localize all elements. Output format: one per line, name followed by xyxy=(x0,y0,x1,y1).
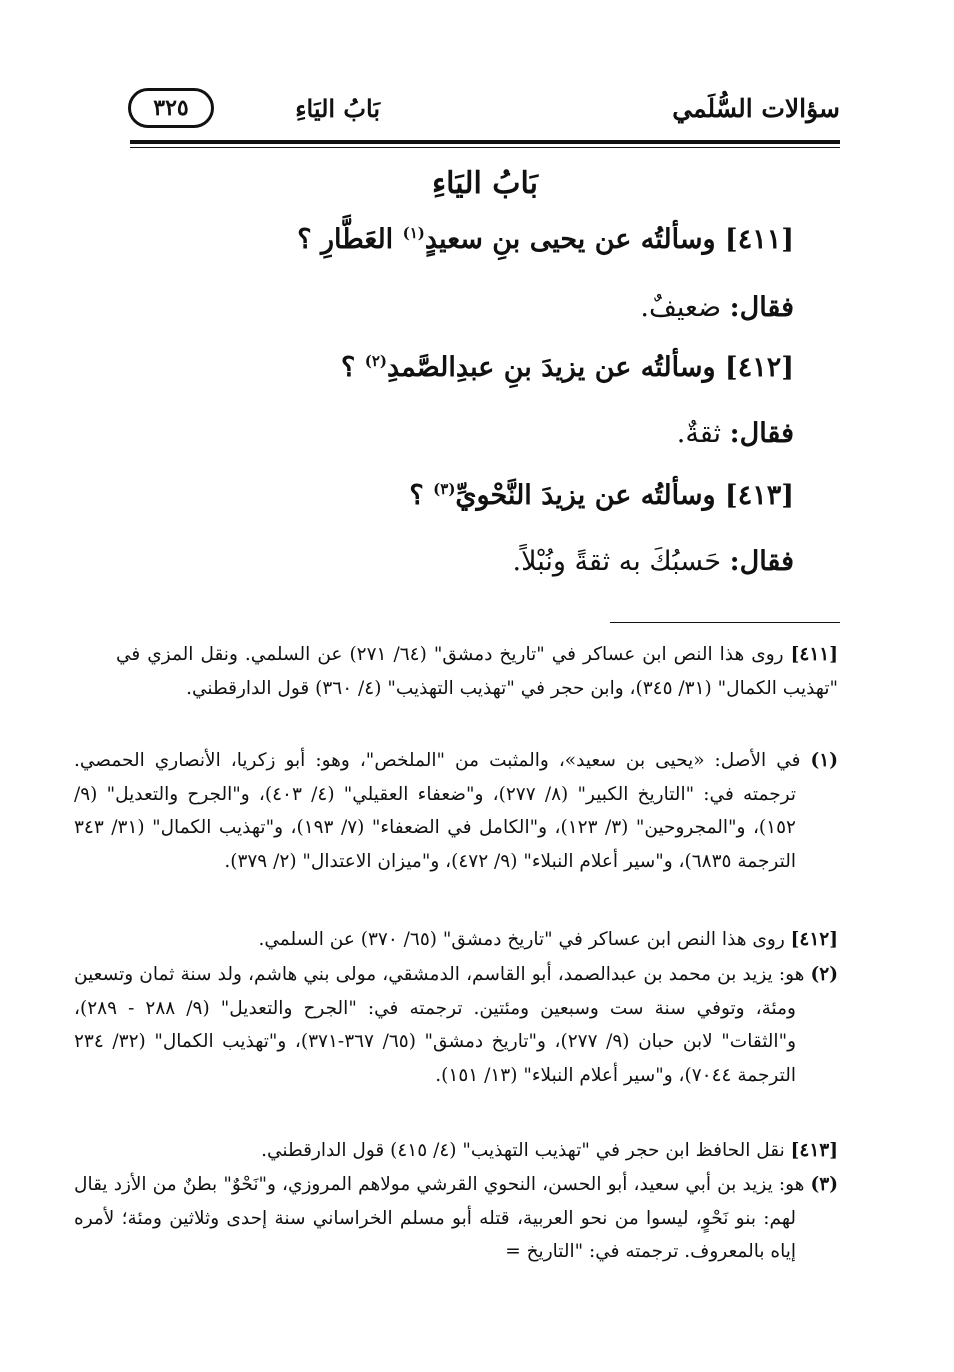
footnote-3 xyxy=(74,1168,838,1269)
answer-label: فقال: xyxy=(729,546,794,577)
chapter-title: بَابُ اليَاءِ xyxy=(432,166,538,201)
header-rule-thin xyxy=(130,147,840,148)
question-text: وسألتُه عن يحيى بنِ سعيدٍ xyxy=(424,224,716,255)
footnote-1 xyxy=(74,744,838,878)
note-reference: (٣) xyxy=(433,480,456,498)
note-reference: (١) xyxy=(402,224,425,242)
answer-label: فقال: xyxy=(729,292,794,323)
footnote-413 xyxy=(116,1134,838,1168)
question-tail: العَطَّارِ ؟ xyxy=(297,224,394,255)
page-number: ٣٢٥ xyxy=(128,88,214,128)
entry-question-413 xyxy=(409,480,794,511)
entry-question-412 xyxy=(341,352,794,383)
footnote-mark: [٤١٣] xyxy=(790,1140,838,1161)
footnote-mark: (٣) xyxy=(810,1174,838,1195)
entry-number: [٤١١] xyxy=(724,224,794,255)
entry-number: [٤١٢] xyxy=(724,352,794,383)
answer-text: ثقةٌ. xyxy=(676,418,722,449)
entry-answer-413 xyxy=(513,546,794,577)
question-text: وسألتُه عن يزيدَ النَّحْويِّ xyxy=(455,480,716,511)
running-header xyxy=(128,88,840,130)
footnote-mark: (١) xyxy=(810,750,838,771)
header-rule-thick xyxy=(130,140,840,144)
footnote-separator xyxy=(610,622,840,623)
answer-text: حَسبُكَ به ثقةً ونُبْلاً. xyxy=(512,546,722,577)
footnote-text: في الأصل: «يحيى بن سعيد»، والمثبت من "الملخص"، وهو: أبو زكريا، الأنصاري الحمصي. ترجمته في: "التاريخ الكبير" (٨/ ٢٧٧)، و"ضعفاء العقيلي" (٤/ ٤٠٣)، و"الجرح والتعديل" (٩/ ١٥٢)، و"المجروحين" (٣/ ١٢٣)، و"الكامل في الضعفاء" (٧/ ١٩٣)، و"تهذيب الكمال" (٣١/ ٣٤٣ الترجمة ٦٨٣٥)، و"سير أعلام النبلاء" (٩/ ٤٧٢)، و"ميزان الاعتدال" (٢/ ٣٧٩). xyxy=(74,750,801,872)
question-tail: ؟ xyxy=(340,352,356,383)
footnote-mark: [٤١٢] xyxy=(790,929,838,950)
footnote-text: روى هذا النص ابن عساكر في "تاريخ دمشق" (٦٥/ ٣٧٠) عن السلمي. xyxy=(258,929,785,950)
footnote-2 xyxy=(74,958,838,1092)
entry-question-411 xyxy=(297,224,794,255)
question-tail: ؟ xyxy=(409,480,424,511)
entry-number: [٤١٣] xyxy=(724,480,794,511)
question-text: وسألتُه عن يزيدَ بنِ عبدِالصَّمدِ xyxy=(386,352,716,383)
footnote-text: هو: يزيد بن أبي سعيد، أبو الحسن، النحوي القرشي مولاهم المروزي، و"نَحْوٌ" بطنٌ من الأزد يقال لهم: بنو نَحْوٍ، ليسوا من نحو العربية، قتله أبو مسلم الخراساني سنة إحدى وثلاثين ومئة؛ لأمره إياه بالمعروف. ترجمته في: "التاريخ = xyxy=(74,1174,805,1262)
book-title: سؤالات السُّلَمي xyxy=(672,94,840,123)
entry-answer-411 xyxy=(640,292,794,323)
footnote-mark: [٤١١] xyxy=(790,644,838,665)
note-reference: (٢) xyxy=(364,352,387,370)
answer-text: ضعيفٌ. xyxy=(640,292,722,323)
running-chapter-title: بَابُ اليَاءِ xyxy=(295,94,380,123)
answer-label: فقال: xyxy=(729,418,794,449)
footnote-text: روى هذا النص ابن عساكر في "تاريخ دمشق" (٦٤/ ٢٧١) عن السلمي. ونقل المزي في "تهذيب الكمال" (٣١/ ٣٤٥)، وابن حجر في "تهذيب التهذيب" (٤/ ٣٦٠) قول الدارقطني. xyxy=(116,644,838,699)
footnote-text: نقل الحافظ ابن حجر في "تهذيب التهذيب" (٤/ ٤١٥) قول الدارقطني. xyxy=(261,1140,785,1161)
footnote-412 xyxy=(116,923,838,957)
footnote-mark: (٢) xyxy=(810,964,838,985)
entry-answer-412 xyxy=(677,418,794,449)
footnote-411 xyxy=(116,638,838,705)
footnote-text: هو: يزيد بن محمد بن عبدالصمد، أبو القاسم، الدمشقي، مولى بني هاشم، ولد سنة ثمان وتسعين ومئة، وتوفي سنة ست وسبعين ومئتين. ترجمته في: "الجرح والتعديل" (٩/ ٢٨٨ - ٢٨٩)، و"الثقات" لابن حبان (٩/ ٢٧٧)، و"تاريخ دمشق" (٦٥/ ٣٦٧-٣٧١)، و"تهذيب الكمال" (٣٢/ ٢٣٤ الترجمة ٧٠٤٤)، و"سير أعلام النبلاء" (١٣/ ١٥١). xyxy=(74,964,805,1086)
